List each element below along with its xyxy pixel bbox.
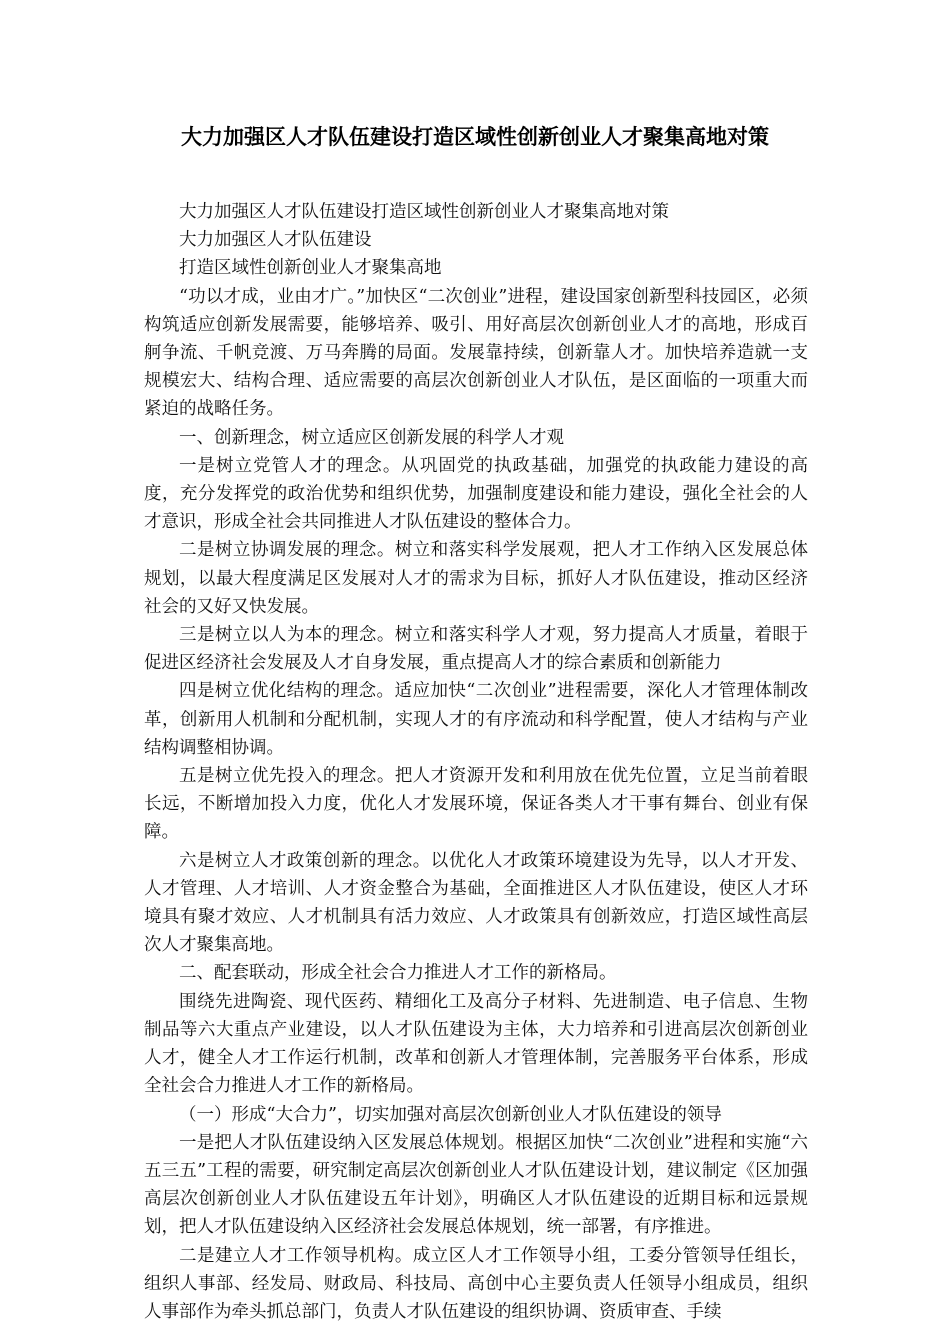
document-title: 大力加强区人才队伍建设打造区域性创新创业人才聚集高地对策 — [181, 125, 769, 149]
body-paragraph: 三是树立以人为本的理念。树立和落实科学人才观，努力提高人才质量，着眼于促进区经济社会发展及人才自身发展，重点提高人才的综合素质和创新能力 — [144, 625, 808, 674]
document-body — [144, 198, 808, 1326]
body-paragraph: 大力加强区人才队伍建设 — [179, 230, 372, 251]
section-heading: 二、配套联动，形成全社会合力推进人才工作的新格局。 — [179, 963, 617, 984]
body-paragraph: 一是树立党管人才的理念。从巩固党的执政基础，加强党的执政能力建设的高度，充分发挥党的政治优势和组织优势，加强制度建设和能力建设，强化全社会的人才意识，形成全社会共同推进人才队伍建设的整体合力。 — [144, 455, 808, 533]
body-paragraph: 围绕先进陶瓷、现代医药、精细化工及高分子材料、先进制造、电子信息、生物制品等六大重点产业建设，以人才队伍建设为主体，大力培养和引进高层次创新创业人才，健全人才工作运行机制，改革和创新人才管理体制，完善服务平台体系，形成全社会合力推进人才工作的新格局。 — [144, 991, 808, 1097]
body-paragraph: 一是把人才队伍建设纳入区发展总体规划。根据区加快“二次创业”进程和实施“六五三五”工程的需要，研究制定高层次创新创业人才队伍建设计划，建议制定《区加强高层次创新创业人才队伍建设五年计划》，明确区人才队伍建设的近期目标和远景规划，把人才队伍建设纳入区经济社会发展总体规划，统一部署，有序推进。 — [144, 1132, 808, 1238]
body-paragraph: 六是树立人才政策创新的理念。以优化人才政策环境建设为先导，以人才开发、人才管理、人才培训、人才资金整合为基础，全面推进区人才队伍建设，使区人才环境具有聚才效应、人才机制具有活力效应、人才政策具有创新效应，打造区域性高层次人才聚集高地。 — [144, 850, 808, 956]
body-paragraph: “功以才成，业由才广。”加快区“二次创业”进程，建设国家创新型科技园区，必须构筑适应创新发展需要，能够培养、吸引、用好高层次创新创业人才的高地，形成百舸争流、千帆竞渡、万马奔腾的局面。发展靠持续，创新靠人才。加快培养造就一支规模宏大、结构合理、适应需要的高层次创新创业人才队伍，是区面临的一项重大而紧迫的战略任务。 — [144, 286, 808, 420]
body-paragraph: 二是树立协调发展的理念。树立和落实科学发展观，把人才工作纳入区发展总体规划，以最大程度满足区发展对人才的需求为目标，抓好人才队伍建设，推动区经济社会的又好又快发展。 — [144, 540, 808, 617]
body-paragraph: 四是树立优化结构的理念。适应加快“二次创业”进程需要，深化人才管理体制改革，创新用人机制和分配机制，实现人才的有序流动和科学配置，使人才结构与产业结构调整相协调。 — [144, 681, 808, 758]
body-paragraph: 打造区域性创新创业人才聚集高地 — [179, 258, 442, 279]
body-paragraph: 大力加强区人才队伍建设打造区域性创新创业人才聚集高地对策 — [179, 202, 669, 222]
section-heading: 一、创新理念，树立适应区创新发展的科学人才观 — [179, 427, 564, 448]
subsection-heading: （一）形成“大合力”，切实加强对高层次创新创业人才队伍建设的领导 — [179, 1104, 722, 1125]
body-paragraph: 五是树立优先投入的理念。把人才资源开发和利用放在优先位置，立足当前着眼长远，不断增加投入力度，优化人才发展环境，保证各类人才干事有舞台、创业有保障。 — [144, 766, 808, 843]
body-paragraph: 二是建立人才工作领导机构。成立区人才工作领导小组，工委分管领导任组长，组织人事部、经发局、财政局、科技局、高创中心主要负责人任领导小组成员，组织人事部作为牵头抓总部门，负责人才队伍建设的组织协调、资质审查、手续 — [144, 1245, 808, 1322]
